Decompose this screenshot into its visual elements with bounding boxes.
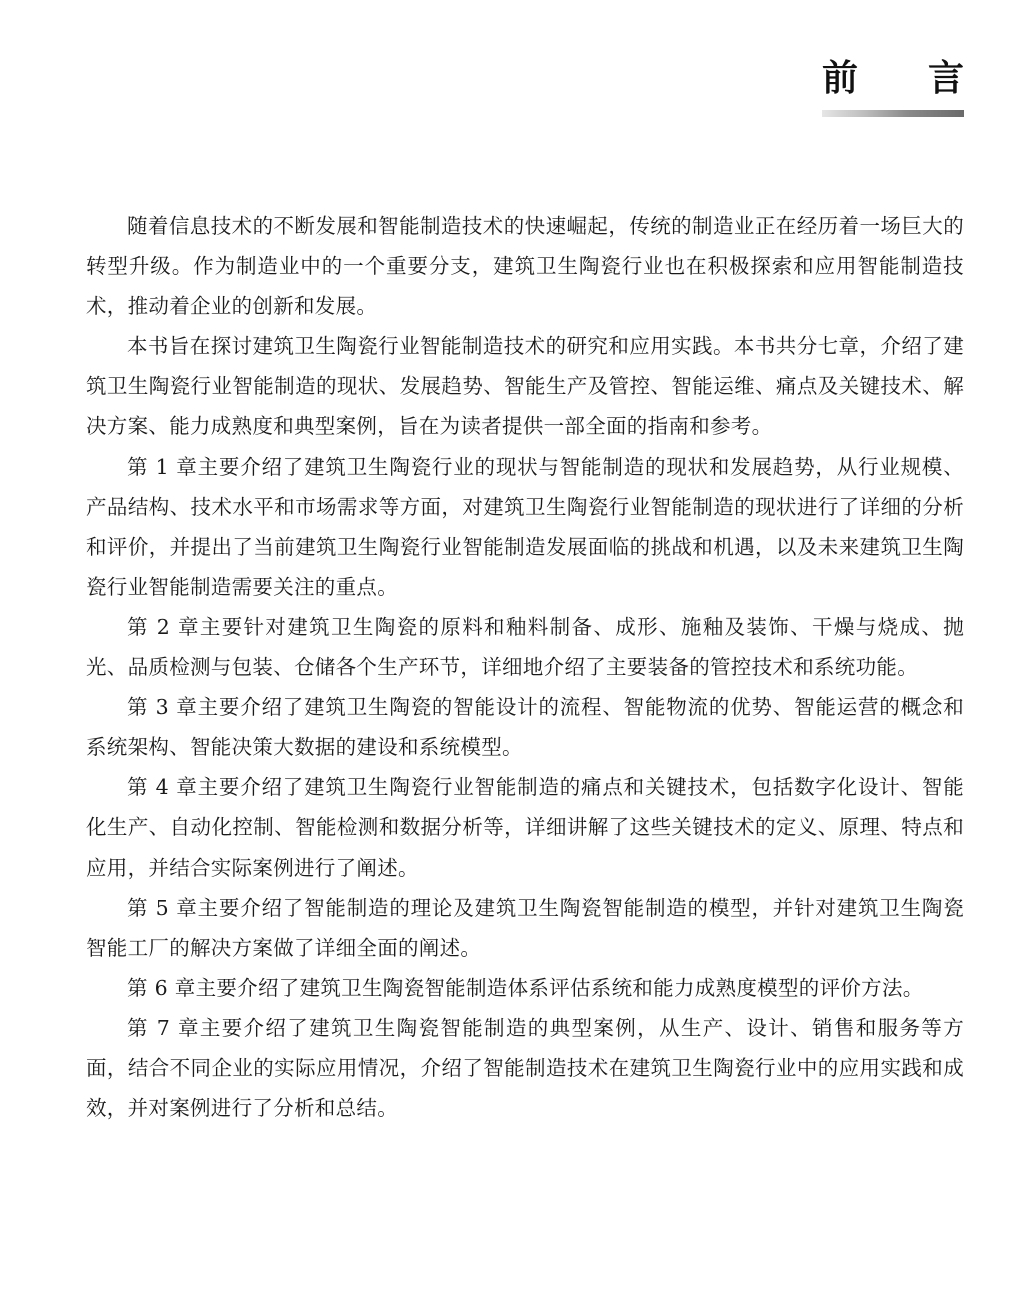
paragraph-chapter-1: 第 1 章主要介绍了建筑卫生陶瓷行业的现状与智能制造的现状和发展趋势，从行业规模、产品结构、技术水平和市场需求等方面，对建筑卫生陶瓷行业智能制造的现状进行了详细的分析和评价，并提出了当前建筑卫生陶瓷行业智能制造发展面临的挑战和机遇，以及未来建筑卫生陶瓷行业智能制造需要关注的重点。 [86,454,964,599]
paragraph-chapter-7: 第 7 章主要介绍了建筑卫生陶瓷智能制造的典型案例，从生产、设计、销售和服务等方面，结合不同企业的实际应用情况，介绍了智能制造技术在建筑卫生陶瓷行业中的应用实践和成效，并对案例进行了分析和总结。 [86,1015,964,1121]
title-char-left: 前 [822,57,859,99]
paragraph-chapter-2: 第 2 章主要针对建筑卫生陶瓷的原料和釉料制备、成形、施釉及装饰、干燥与烧成、抛光、品质检测与包装、仓储各个生产环节，详细地介绍了主要装备的管控技术和系统功能。 [86,614,964,680]
paragraph-chapter-5: 第 5 章主要介绍了智能制造的理论及建筑卫生陶瓷智能制造的模型，并针对建筑卫生陶瓷智能工厂的解决方案做了详细全面的阐述。 [86,895,964,960]
title-underline-bar [822,110,964,117]
paragraph-intro: 随着信息技术的不断发展和智能制造技术的快速崛起，传统的制造业正在经历着一场巨大的转型升级。作为制造业中的一个重要分支，建筑卫生陶瓷行业也在积极探索和应用智能制造技术，推动着企业的创新和发展。 [86,214,964,319]
title-char-right: 言 [927,57,964,99]
paragraph-chapter-4: 第 4 章主要介绍了建筑卫生陶瓷行业智能制造的痛点和关键技术，包括数字化设计、智能化生产、自动化控制、智能检测和数据分析等，详细讲解了这些关键技术的定义、原理、特点和应用，并结合实际案例进行了阐述。 [86,775,964,880]
page-title [822,56,964,100]
paragraph-chapter-6: 第 6 章主要介绍了建筑卫生陶瓷智能制造体系评估系统和能力成熟度模型的评价方法。 [127,975,924,1000]
preface-body [86,206,964,1128]
paragraph-chapter-3: 第 3 章主要介绍了建筑卫生陶瓷的智能设计的流程、智能物流的优势、智能运营的概念和系统架构、智能决策大数据的建设和系统模型。 [86,695,964,760]
paragraph-book-overview: 本书旨在探讨建筑卫生陶瓷行业智能制造技术的研究和应用实践。本书共分七章，介绍了建筑卫生陶瓷行业智能制造的现状、发展趋势、智能生产及管控、智能运维、痛点及关键技术、解决方案、能力成熟度和典型案例，旨在为读者提供一部全面的指南和参考。 [86,334,964,439]
